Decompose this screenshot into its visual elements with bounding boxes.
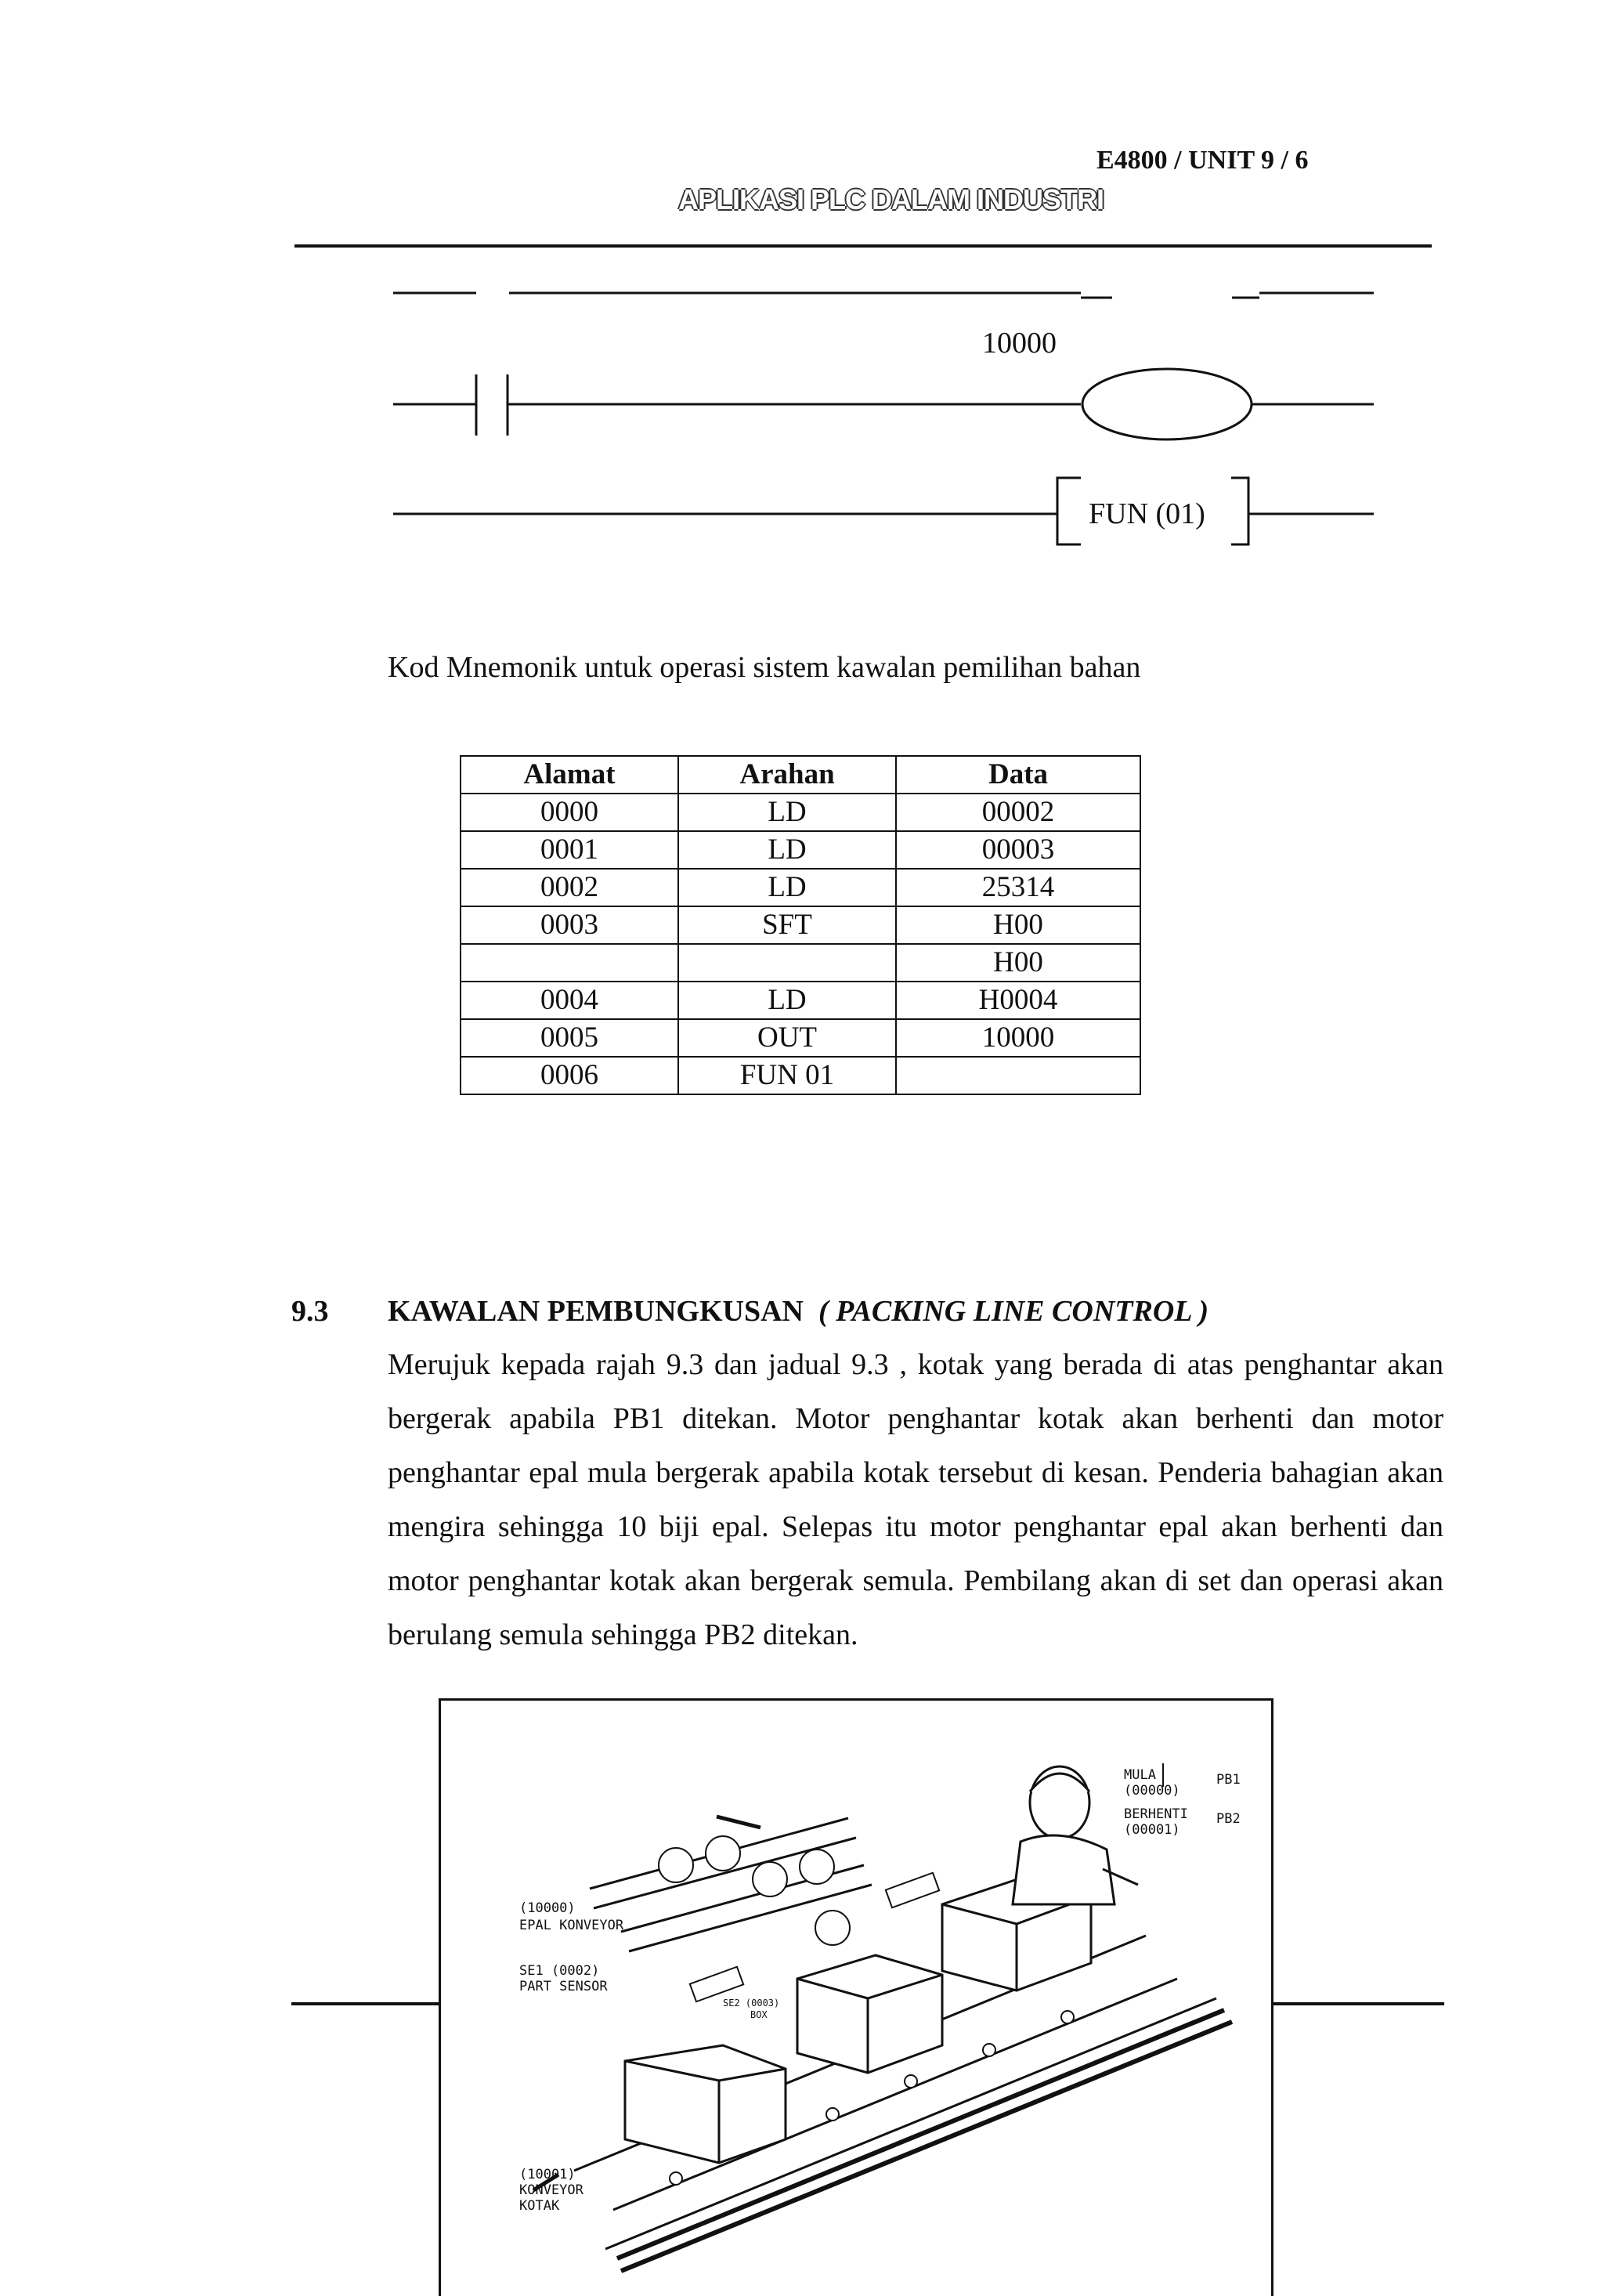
function-block-left-bracket <box>1057 478 1081 544</box>
box-conveyor-address: (10001) <box>519 2167 576 2182</box>
cell-arahan: LD <box>678 982 896 1019</box>
ladder-diagram <box>384 266 1386 564</box>
berhenti-address: (00001) <box>1124 1822 1180 1838</box>
section-title-english: ( PACKING LINE CONTROL ) <box>818 1295 1209 1328</box>
packing-line-illustration <box>441 1701 1271 2296</box>
part-sensor-icon <box>690 1967 743 2001</box>
box-sensor-icon <box>886 1873 939 1907</box>
table-row <box>461 1019 1140 1057</box>
column-header-arahan: Arahan <box>678 756 896 794</box>
section-body-paragraph: Merujuk kepada rajah 9.3 dan jadual 9.3 , kotak yang berada di atas penghantar akan bergerak apabila PB1 ditekan. Motor penghantar kotak akan berhenti dan motor penghantar epal mula bergerak apabila kotak tersebut di kesan. Penderia bahagian akan mengira sehingga 10 biji epal. Selepas itu motor penghantar epal akan berhenti dan motor penghantar kotak akan bergerak semula. Pembilang akan di set dan operasi akan berulang semula sehingga PB2 ditekan. <box>388 1348 1443 1651</box>
apples-on-conveyor <box>659 1836 850 1945</box>
box-middle <box>797 1955 942 2073</box>
box-conveyor-label-1: KONVEYOR <box>519 2182 583 2198</box>
pb1-label: PB1 <box>1216 1772 1241 1788</box>
berhenti-label: BERHENTI <box>1124 1806 1188 1822</box>
apple-direction-arrow <box>717 1817 760 1828</box>
pb2-label: PB2 <box>1216 1811 1241 1827</box>
cell-alamat: 0005 <box>461 1019 678 1057</box>
table-row <box>461 906 1140 944</box>
section-title: KAWALAN PEMBUNGKUSAN <box>388 1295 804 1328</box>
document-title: APLIKASI PLC DALAM INDUSTRI <box>678 183 1104 215</box>
table-row <box>461 869 1140 906</box>
cell-alamat: 0006 <box>461 1057 678 1094</box>
part-sensor-label: PART SENSOR <box>519 1979 608 1994</box>
table-row <box>461 1057 1140 1094</box>
cell-data: H00 <box>896 906 1140 944</box>
cell-arahan: FUN 01 <box>678 1057 896 1094</box>
table-row <box>461 982 1140 1019</box>
cell-alamat: 0002 <box>461 869 678 906</box>
cell-arahan <box>678 944 896 982</box>
box-front <box>625 2045 786 2163</box>
box-sensor-label: BOX <box>750 2009 768 2020</box>
cell-arahan: OUT <box>678 1019 896 1057</box>
cell-alamat: 0000 <box>461 794 678 831</box>
coil-address: 10000 <box>982 327 1057 360</box>
cell-data <box>896 1057 1140 1094</box>
cell-arahan: LD <box>678 869 896 906</box>
column-header-data: Data <box>896 756 1140 794</box>
mula-address: (00000) <box>1124 1783 1180 1799</box>
function-block-right-bracket <box>1231 478 1248 544</box>
box-conveyor-label-2: KOTAK <box>519 2198 560 2214</box>
section-number: 9.3 <box>291 1295 329 1328</box>
cell-alamat: 0001 <box>461 831 678 869</box>
cell-alamat: 0003 <box>461 906 678 944</box>
cell-data: 10000 <box>896 1019 1140 1057</box>
table-row <box>461 944 1140 982</box>
epal-conveyor-label: EPAL KONVEYOR <box>519 1918 624 1933</box>
cell-alamat <box>461 944 678 982</box>
cell-data: 00002 <box>896 794 1140 831</box>
part-sensor-address: SE1 (0002) <box>519 1963 600 1979</box>
function-label: FUN (01) <box>1089 497 1205 530</box>
packing-line-figure <box>439 1698 1273 2296</box>
table-header-row <box>461 756 1140 794</box>
mnemonic-table <box>460 755 1141 1095</box>
cell-data: 25314 <box>896 869 1140 906</box>
cell-data: H00 <box>896 944 1140 982</box>
column-header-alamat: Alamat <box>461 756 678 794</box>
mula-label: MULA <box>1124 1767 1156 1783</box>
cell-data: H0004 <box>896 982 1140 1019</box>
document-code: E4800 / UNIT 9 / 6 <box>1096 146 1309 175</box>
cell-arahan: LD <box>678 794 896 831</box>
cell-arahan: SFT <box>678 906 896 944</box>
table-row <box>461 831 1140 869</box>
output-coil <box>1082 369 1252 439</box>
cell-alamat: 0004 <box>461 982 678 1019</box>
cell-arahan: LD <box>678 831 896 869</box>
epal-conveyor-address: (10000) <box>519 1900 576 1916</box>
box-sensor-address: SE2 (0003) <box>723 1998 780 2009</box>
section-heading <box>388 1294 1208 1329</box>
mnemonic-caption: Kod Mnemonik untuk operasi sistem kawalan pemilihan bahan <box>388 651 1141 684</box>
operator-figure <box>1013 1766 1138 1904</box>
header-divider <box>294 244 1432 248</box>
cell-data: 00003 <box>896 831 1140 869</box>
table-row <box>461 794 1140 831</box>
